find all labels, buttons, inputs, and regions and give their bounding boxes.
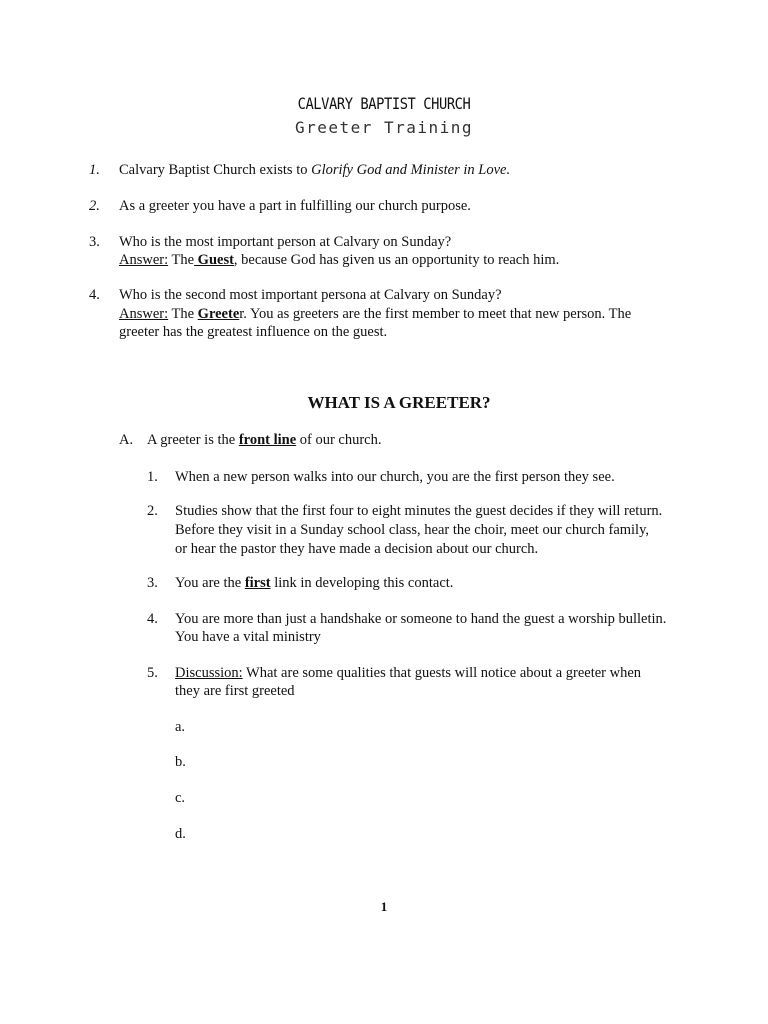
intro-item-number: 3. bbox=[89, 234, 100, 250]
intro-item-number: 4. bbox=[89, 287, 100, 303]
purpose-statement: Glorify God and Minister in Love. bbox=[311, 162, 511, 178]
intro-item-question: Who is the most important person at Calvary on Sunday? bbox=[119, 234, 452, 250]
sub-point-number: 4. bbox=[147, 611, 158, 627]
sub-point-number: 5. bbox=[147, 665, 158, 681]
key-phrase: first bbox=[244, 575, 271, 591]
intro-item-question: Who is the second most important persona at Calvary on Sunday? bbox=[119, 287, 502, 303]
document-subtitle: Greeter Training bbox=[294, 118, 474, 137]
intro-item-number: 2. bbox=[89, 198, 100, 214]
key-phrase: front line bbox=[238, 432, 297, 448]
answer-key: Greete bbox=[197, 306, 240, 322]
section-heading: WHAT IS A GREETER? bbox=[307, 393, 491, 412]
point-letter: A. bbox=[119, 432, 134, 448]
answer-label: Answer: bbox=[119, 252, 169, 268]
document-title: CALVARY BAPTIST CHURCH bbox=[297, 94, 471, 113]
sub-point-number: 1. bbox=[147, 469, 158, 485]
document-page: CALVARY BAPTIST CHURCH Greeter Training 1. Calvary Baptist Church exists to Glorify God and Minister in Love. 2. As a greeter you have a part in fulfilling our church purpose. 3. Who is the most important person at Calvary on Sunday? Answer: The Guest, because God has given us an opportunity to reach him. 4. Who is the second most important persona at Calvary on Sunday? Answer: The Greeter. You as greeters are the first member to meet that new person. The greeter has the greatest influence on the guest. WHAT IS A GREETER? A. A greeter is the front line of our church. 1. When a new person walks into our church, you are the first person they see. 2. Studies show that the first four to eight minutes the guest decides if they will return. Before they visit in a Sunday school class, hear the choir, meet our church family, or hear the pastor they have made a decision about our church. 3. You are the first link in developing this contact. 4. You are more than just a handshake or someone to hand the guest a worship bulletin. You have a vital ministry 5. Discussion: What are some qualities that guests will notice about a greeter when they are first greeted a. b. c. d. 1 bbox=[0, 0, 768, 1024]
sub-point-number: 2. bbox=[147, 503, 158, 519]
intro-item-text: As a greeter you have a part in fulfilling our church purpose. bbox=[119, 198, 471, 214]
answer-key: Guest bbox=[194, 252, 234, 268]
intro-item-text: Calvary Baptist Church exists to bbox=[119, 162, 312, 178]
answer-label: Answer: bbox=[119, 306, 169, 322]
intro-item-number: 1. bbox=[89, 162, 100, 178]
discussion-label: Discussion: bbox=[175, 665, 243, 681]
page-number: 1 bbox=[380, 899, 388, 914]
sub-point-number: 3. bbox=[147, 575, 158, 591]
